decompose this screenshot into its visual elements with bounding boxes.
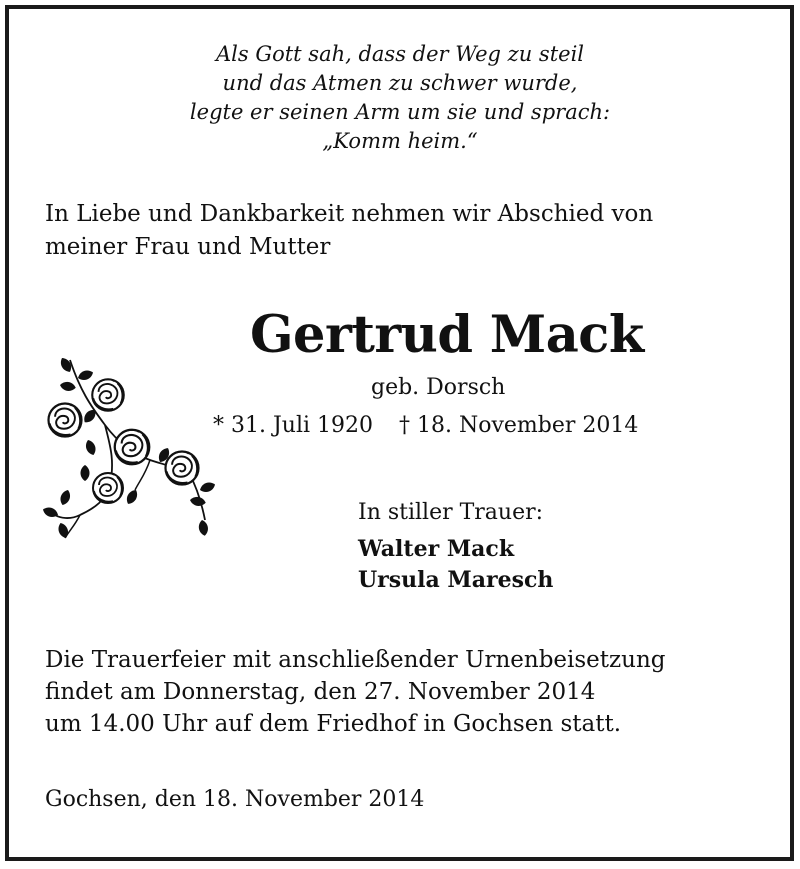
service-line: findet am Donnerstag, den 27. November 2014 bbox=[45, 679, 596, 705]
life-dates bbox=[213, 410, 638, 442]
birth-name: geb. Dorsch bbox=[371, 375, 506, 400]
rose-branch-icon bbox=[40, 350, 225, 545]
poem-line: Als Gott sah, dass der Weg zu steil bbox=[215, 42, 584, 66]
mourner-name: Walter Mack bbox=[358, 536, 515, 562]
mourning-label: In stiller Trauer: bbox=[358, 500, 544, 525]
service-line: um 14.00 Uhr auf dem Friedhof in Gochsen statt. bbox=[45, 711, 622, 737]
death-date: † 18. November 2014 bbox=[399, 413, 639, 438]
farewell-intro bbox=[45, 198, 653, 264]
intro-line: In Liebe und Dankbarkeit nehmen wir Abschied von bbox=[45, 201, 654, 227]
funeral-service-info bbox=[45, 644, 666, 740]
mourner-name: Ursula Maresch bbox=[358, 567, 554, 593]
intro-line: meiner Frau und Mutter bbox=[45, 234, 331, 260]
poem-line: und das Atmen zu schwer wurde, bbox=[222, 71, 578, 95]
poem-verse bbox=[0, 40, 800, 156]
birth-date: * 31. Juli 1920 bbox=[213, 413, 374, 438]
service-line: Die Trauerfeier mit anschließender Urnenbeisetzung bbox=[45, 647, 666, 673]
poem-line: legte er seinen Arm um sie und sprach: bbox=[189, 100, 611, 124]
poem-line: „Komm heim.“ bbox=[322, 129, 478, 153]
place-and-date: Gochsen, den 18. November 2014 bbox=[45, 787, 425, 812]
deceased-name: Gertrud Mack bbox=[250, 305, 644, 365]
